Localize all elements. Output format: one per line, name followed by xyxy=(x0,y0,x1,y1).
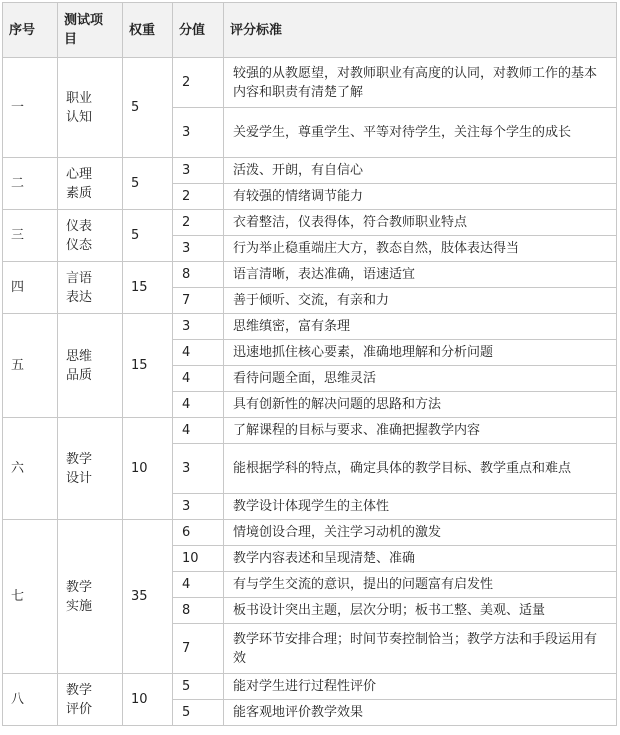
group-seq: 四 xyxy=(3,262,58,314)
row-criteria: 衣着整洁，仪表得体，符合教师职业特点 xyxy=(224,210,617,236)
row-score: 3 xyxy=(173,314,224,340)
table-row xyxy=(3,158,617,184)
row-score: 2 xyxy=(173,184,224,210)
table-row xyxy=(3,520,617,546)
row-score: 6 xyxy=(173,520,224,546)
row-criteria: 思维缜密，富有条理 xyxy=(224,314,617,340)
row-score: 3 xyxy=(173,158,224,184)
group-weight: 10 xyxy=(123,674,173,726)
table-row xyxy=(3,314,617,340)
group-item: 仪表仪态 xyxy=(58,210,123,262)
row-criteria: 语言清晰，表达准确，语速适宜 xyxy=(224,262,617,288)
row-score: 2 xyxy=(173,58,224,108)
header-score: 分值 xyxy=(173,3,224,58)
table-body xyxy=(3,58,617,726)
table-row xyxy=(3,674,617,700)
row-score: 3 xyxy=(173,444,224,494)
group-weight: 15 xyxy=(123,314,173,418)
group-weight: 5 xyxy=(123,210,173,262)
group-item: 教学评价 xyxy=(58,674,123,726)
table-row xyxy=(3,262,617,288)
row-score: 5 xyxy=(173,674,224,700)
row-criteria: 有较强的情绪调节能力 xyxy=(224,184,617,210)
group-item: 职业认知 xyxy=(58,58,123,158)
row-score: 10 xyxy=(173,546,224,572)
row-criteria: 关爱学生，尊重学生、平等对待学生，关注每个学生的成长 xyxy=(224,108,617,158)
header-criteria: 评分标准 xyxy=(224,3,617,58)
row-criteria: 教学内容表述和呈现清楚、准确 xyxy=(224,546,617,572)
row-criteria: 活泼、开朗，有自信心 xyxy=(224,158,617,184)
row-criteria: 有与学生交流的意识，提出的问题富有启发性 xyxy=(224,572,617,598)
group-weight: 5 xyxy=(123,58,173,158)
row-score: 5 xyxy=(173,700,224,726)
row-criteria: 板书设计突出主题，层次分明；板书工整、美观、适量 xyxy=(224,598,617,624)
group-item: 思维品质 xyxy=(58,314,123,418)
group-weight: 10 xyxy=(123,418,173,520)
row-criteria: 看待问题全面，思维灵活 xyxy=(224,366,617,392)
row-score: 3 xyxy=(173,494,224,520)
row-criteria: 较强的从教愿望，对教师职业有高度的认同，对教师工作的基本内容和职责有清楚了解 xyxy=(224,58,617,108)
row-criteria: 了解课程的目标与要求、准确把握教学内容 xyxy=(224,418,617,444)
row-score: 7 xyxy=(173,288,224,314)
header-item: 测试项目 xyxy=(58,3,123,58)
row-score: 4 xyxy=(173,418,224,444)
row-criteria: 能根据学科的特点，确定具体的教学目标、教学重点和难点 xyxy=(224,444,617,494)
row-criteria: 教学环节安排合理；时间节奏控制恰当；教学方法和手段运用有效 xyxy=(224,624,617,674)
row-score: 3 xyxy=(173,236,224,262)
row-score: 2 xyxy=(173,210,224,236)
header-weight: 权重 xyxy=(123,3,173,58)
group-item: 心理素质 xyxy=(58,158,123,210)
row-criteria: 能客观地评价教学效果 xyxy=(224,700,617,726)
header-row xyxy=(3,3,617,58)
row-score: 4 xyxy=(173,392,224,418)
row-criteria: 教学设计体现学生的主体性 xyxy=(224,494,617,520)
group-item: 教学设计 xyxy=(58,418,123,520)
row-criteria: 具有创新性的解决问题的思路和方法 xyxy=(224,392,617,418)
table-row xyxy=(3,418,617,444)
group-seq: 一 xyxy=(3,58,58,158)
table-row xyxy=(3,210,617,236)
row-criteria: 能对学生进行过程性评价 xyxy=(224,674,617,700)
group-item: 言语表达 xyxy=(58,262,123,314)
group-seq: 八 xyxy=(3,674,58,726)
group-seq: 二 xyxy=(3,158,58,210)
row-score: 7 xyxy=(173,624,224,674)
table-row xyxy=(3,58,617,108)
row-score: 8 xyxy=(173,262,224,288)
group-weight: 15 xyxy=(123,262,173,314)
row-score: 4 xyxy=(173,340,224,366)
group-seq: 三 xyxy=(3,210,58,262)
row-score: 4 xyxy=(173,366,224,392)
group-seq: 五 xyxy=(3,314,58,418)
row-score: 4 xyxy=(173,572,224,598)
header-seq: 序号 xyxy=(3,3,58,58)
group-seq: 六 xyxy=(3,418,58,520)
row-criteria: 迅速地抓住核心要素，准确地理解和分析问题 xyxy=(224,340,617,366)
row-criteria: 行为举止稳重端庄大方，教态自然，肢体表达得当 xyxy=(224,236,617,262)
group-weight: 35 xyxy=(123,520,173,674)
row-criteria: 善于倾听、交流，有亲和力 xyxy=(224,288,617,314)
group-weight: 5 xyxy=(123,158,173,210)
row-score: 8 xyxy=(173,598,224,624)
group-seq: 七 xyxy=(3,520,58,674)
row-criteria: 情境创设合理，关注学习动机的激发 xyxy=(224,520,617,546)
scoring-table xyxy=(2,2,617,726)
row-score: 3 xyxy=(173,108,224,158)
group-item: 教学实施 xyxy=(58,520,123,674)
